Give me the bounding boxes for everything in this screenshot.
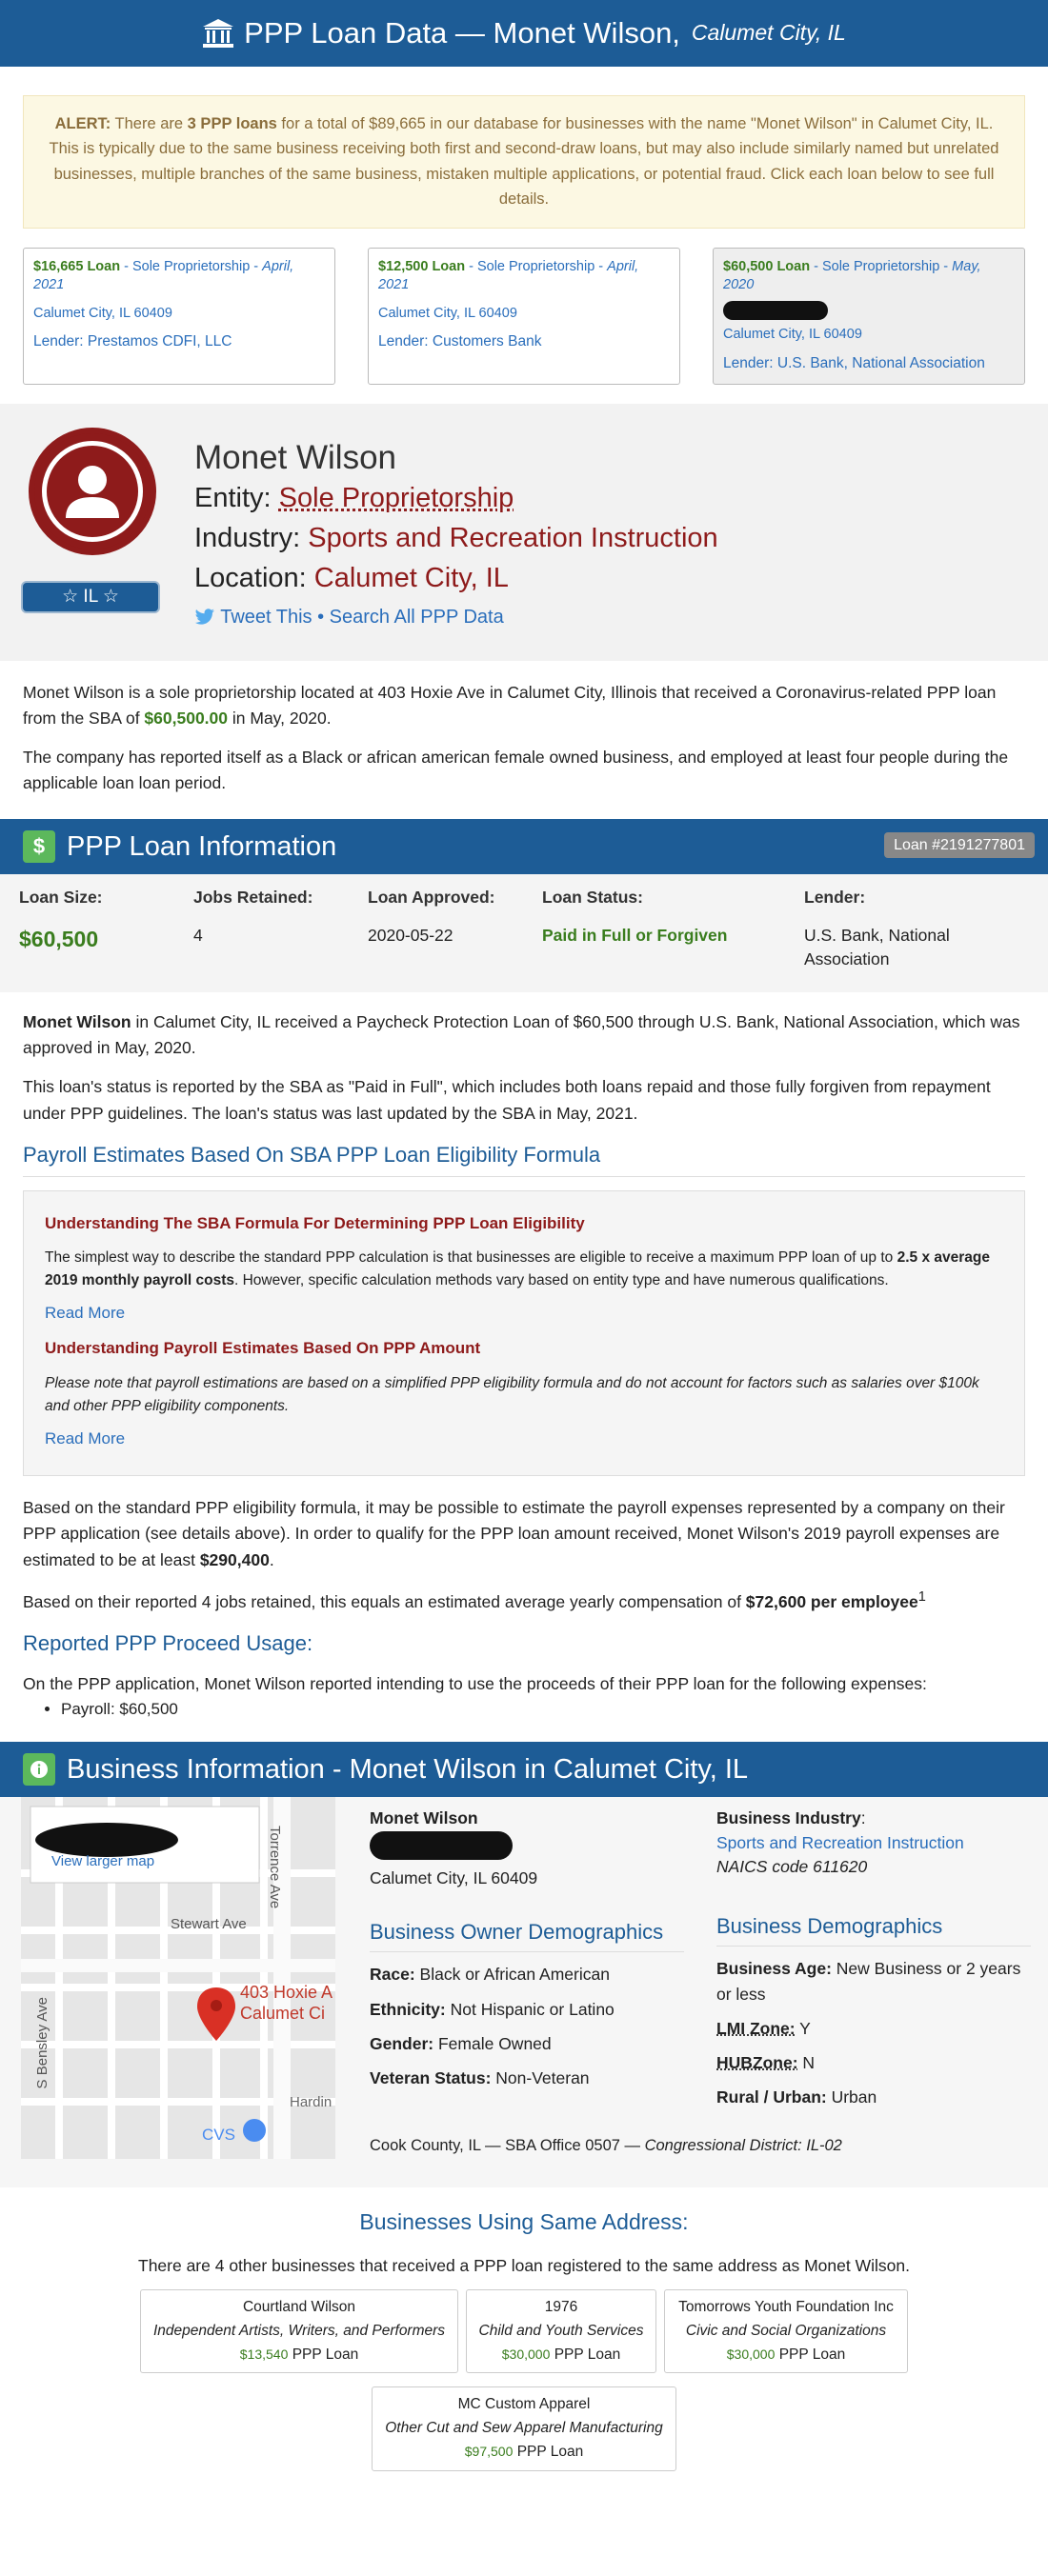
related-business-card[interactable] — [372, 2386, 676, 2470]
dollar-icon: $ — [23, 830, 55, 863]
map-street-label: Torrence Ave — [266, 1826, 283, 1909]
related-business-card[interactable] — [466, 2289, 656, 2373]
related-loan — [476, 2344, 646, 2367]
col-value: 2020-05-22 — [368, 925, 453, 945]
business-info-header — [0, 1742, 1048, 1797]
estimate-italic: Please note that payroll estimations are based on a simplified PPP eligibility formula and do not account for factors such as salaries over $100k and other PPP eligibility components. — [45, 1374, 979, 1414]
related-amount: $30,000 — [501, 2346, 551, 2362]
lmi-row — [716, 2016, 1031, 2041]
twitter-icon — [194, 609, 215, 626]
formula-text-c: . However, specific calculation methods vary based on entity type and have numerous qualifications. — [234, 1272, 889, 1289]
usage-heading: Reported PPP Proceed Usage: — [23, 1630, 313, 1655]
kv-value: Black or African American — [419, 1965, 610, 1985]
search-all-link[interactable]: Search All PPP Data — [329, 606, 504, 628]
business-profile — [0, 404, 1048, 661]
related-loan-word: PPP Loan — [516, 2443, 584, 2460]
loan-business-name: Monet Wilson — [23, 1012, 131, 1032]
col-label: Lender: — [804, 888, 866, 908]
map-poi-label: CVS — [202, 2126, 235, 2145]
page-title: PPP Loan Data — Monet Wilson, — [244, 15, 680, 50]
estimate-heading: Understanding Payroll Estimates Based On PPP Amount — [45, 1338, 481, 1357]
loan-card-location: Calumet City, IL 60409 — [723, 327, 862, 343]
usage-text: On the PPP application, Monet Wilson reported intending to use the proceeds of their PPP loan for the following expenses: — [23, 1674, 927, 1694]
loan-card-date: May, 2020 — [723, 258, 981, 293]
payroll-text — [0, 1495, 1048, 1614]
loan-card[interactable] — [368, 248, 680, 385]
loan-card-lender: Lender: Prestamos CDFI, LLC — [33, 333, 232, 350]
kv-label: Veteran Status: — [370, 2068, 492, 2087]
page-title-place: Calumet City, IL — [691, 20, 846, 46]
kv-value: Non-Veteran — [495, 2068, 590, 2087]
industry-label: Industry: — [194, 522, 309, 553]
kv-value: Not Hispanic or Latino — [450, 1999, 615, 2019]
share-links — [194, 604, 718, 631]
payroll-heading: Payroll Estimates Based On SBA PPP Loan Eligibility Formula — [23, 1140, 1025, 1177]
naics-code: NAICS code 611620 — [716, 1856, 868, 1876]
same-address-text: There are 4 other businesses that received a PPP loan registered to the same address as Monet Wilson. — [138, 2255, 910, 2275]
loan-paragraph: This loan's status is reported by the SBA as "Paid in Full", which includes both loans repaid and those fully forgiven from repayment under PPP guidelines. The loan's status was last updated by the SBA in May, 2021. — [23, 1077, 991, 1123]
section-title: Business Information - Monet Wilson in Calumet City, IL — [67, 1754, 749, 1786]
related-amount: $97,500 — [464, 2443, 514, 2459]
read-more-link[interactable]: Read More — [45, 1428, 126, 1448]
related-loan — [675, 2344, 897, 2367]
related-industry: Independent Artists, Writers, and Performers — [152, 2322, 446, 2339]
location-map[interactable] — [21, 1797, 335, 2159]
alert-label: ALERT: — [54, 115, 111, 132]
loan-card-lender: Lender: Customers Bank — [378, 333, 542, 350]
loan-card-type: - Sole Proprietorship - — [810, 258, 953, 274]
desc-amount: $60,500.00 — [144, 708, 229, 728]
gender-row — [370, 2031, 684, 2056]
county-text: Cook County, IL — SBA Office 0507 — — [370, 2137, 645, 2155]
kv-value: Y — [799, 2018, 811, 2038]
kv-label[interactable]: HUBZone: — [716, 2053, 798, 2072]
related-industry: Other Cut and Sew Apparel Manufacturing — [385, 2420, 663, 2437]
business-demographics-heading: Business Demographics — [716, 1911, 1031, 1947]
related-business-card[interactable] — [664, 2289, 908, 2373]
entity-label: Entity: — [194, 482, 279, 513]
kv-label: Ethnicity: — [370, 1999, 446, 2019]
loan-card-location: Calumet City, IL 60409 — [378, 305, 517, 321]
loan-size — [19, 886, 193, 975]
industry-row — [194, 518, 718, 558]
col-label: Loan Size: — [19, 888, 103, 908]
lender — [804, 886, 995, 975]
veteran-row — [370, 2066, 684, 2090]
tweet-link[interactable]: Tweet This — [220, 606, 312, 628]
loan-paragraph — [23, 1009, 1025, 1061]
related-loan-word: PPP Loan — [554, 2346, 621, 2363]
read-more-link[interactable]: Read More — [45, 1304, 126, 1323]
loan-card-amount: $16,665 Loan — [33, 258, 121, 274]
usage-list — [0, 1698, 1048, 1722]
race-row — [370, 1962, 684, 1987]
alert-text-rest: for a total of $89,665 in our database for businesses with the name "Monet Wilson" in Calumet City, IL. This is typically due to the same business receiving both first and second-draw loans, but may also include similarly named but unrelated businesses, multiple branches of the same business, mistaken multiple applications, or potential fraud. Click each loan below to see full details. — [49, 115, 999, 209]
same-address-heading: Businesses Using Same Address: — [359, 2209, 689, 2235]
map-street-label: S Bensley Ave — [34, 1997, 50, 2089]
kv-value: Female Owned — [437, 2033, 552, 2053]
same-address-cards-row2 — [0, 2386, 1048, 2470]
loan-card-lender: Lender: U.S. Bank, National Association — [723, 354, 985, 371]
alert-text: There are — [111, 115, 188, 132]
page-header — [0, 0, 1048, 67]
redacted-address — [723, 301, 828, 320]
state-badge[interactable]: ☆ IL ☆ — [21, 581, 160, 613]
location-row — [194, 558, 718, 598]
description-paragraph: The company has reported itself as a Black or african american female owned business, and employed at least four people during the applicable loan loan period. — [23, 747, 1009, 793]
view-larger-map-link[interactable]: View larger map — [51, 1853, 155, 1870]
formula-text-a: The simplest way to describe the standard PPP calculation is that businesses are eligible to receive a maximum PPP loan of up to — [45, 1249, 897, 1267]
formula-well — [23, 1190, 1025, 1477]
district-text: Congressional District: IL-02 — [644, 2137, 842, 2155]
map-street-label: Hardin — [290, 2094, 333, 2111]
related-loan — [382, 2441, 666, 2465]
age-row — [716, 1956, 1031, 2007]
formula-text-bold: 2.5 x average 2019 monthly payroll costs — [45, 1249, 990, 1289]
col-value: $60,500 — [19, 926, 99, 951]
related-industry: Civic and Social Organizations — [685, 2322, 887, 2339]
kv-label: Business Age: — [716, 1959, 832, 1979]
related-amount: $13,540 — [239, 2346, 289, 2362]
biz-city: Calumet City, IL 60409 — [370, 1867, 538, 1887]
payroll-paragraph — [23, 1495, 1025, 1572]
loan-card-type: - Sole Proprietorship - — [120, 258, 263, 274]
footnote-marker[interactable]: 1 — [917, 1588, 926, 1605]
formula-text — [45, 1247, 1003, 1292]
related-amount: $30,000 — [726, 2346, 776, 2362]
kv-label[interactable]: LMI Zone: — [716, 2018, 796, 2038]
col-value: 4 — [193, 925, 203, 945]
col-label: Loan Status: — [542, 888, 643, 908]
map-address-label — [240, 1983, 333, 2024]
redacted-address — [370, 1831, 513, 1860]
duplicate-loans-alert — [23, 95, 1025, 229]
location-label: Location: — [194, 562, 314, 593]
loan-card-date: April, 2021 — [378, 258, 639, 293]
desc-text-end: in May, 2020. — [228, 708, 332, 728]
bank-icon — [202, 18, 234, 49]
estimate-text — [45, 1372, 1003, 1418]
col-label: Jobs Retained: — [193, 888, 313, 908]
loan-info-header — [0, 819, 1048, 874]
loan-card-amount: $12,500 Loan — [378, 258, 466, 274]
owner-demographics-heading: Business Owner Demographics — [370, 1917, 684, 1952]
loan-status — [542, 886, 804, 975]
district-line — [370, 2135, 842, 2158]
description-paragraph — [23, 680, 1025, 731]
biz-name: Monet Wilson — [370, 1808, 478, 1828]
entity-row — [194, 478, 718, 518]
avatar — [29, 428, 156, 555]
info-icon — [23, 1753, 55, 1786]
loan-card-amount: $60,500 Loan — [723, 258, 811, 274]
kv-label: Business Industry — [716, 1808, 861, 1828]
related-industry: Child and Youth Services — [478, 2322, 644, 2339]
map-address-line: 403 Hoxie A — [240, 1983, 333, 2003]
formula-heading: Understanding The SBA Formula For Determining PPP Loan Eligibility — [45, 1213, 585, 1232]
kv-label: Race: — [370, 1965, 415, 1985]
related-business-card[interactable] — [140, 2289, 458, 2373]
user-icon — [47, 446, 138, 537]
list-item: • Payroll: $60,500 — [61, 1698, 1025, 1722]
col-value: U.S. Bank, National Association — [804, 925, 950, 968]
related-loan-word: PPP Loan — [292, 2346, 359, 2363]
kv-value: Urban — [831, 2087, 877, 2107]
kv-label: Gender: — [370, 2033, 434, 2053]
map-address-line: Calumet Ci — [240, 2003, 326, 2023]
related-name: Tomorrows Youth Foundation Inc — [678, 2298, 894, 2315]
compensation-paragraph — [23, 1587, 1025, 1615]
related-name: MC Custom Apparel — [457, 2396, 591, 2413]
business-demographics-col — [716, 1807, 1031, 2119]
loan-details-text — [0, 992, 1048, 1127]
alert-count: 3 PPP loans — [187, 115, 277, 132]
industry-block: Business Industry: — [716, 1808, 866, 1828]
payroll-text-c: . — [269, 1549, 274, 1569]
kv-value: New Business or 2 years or less — [716, 1959, 1021, 2004]
loan-card-active[interactable] — [713, 248, 1025, 385]
business-address-col — [370, 1807, 684, 2100]
desc-text: Monet Wilson is a sole proprietorship located at 403 Hoxie Ave in Calumet City, Illinois that received a Coronavirus-related PPP loan from the SBA of — [23, 682, 997, 728]
link-separator: • — [312, 606, 330, 628]
business-description — [0, 661, 1048, 797]
loan-card[interactable] — [23, 248, 335, 385]
industry-link[interactable]: Sports and Recreation Instruction — [716, 1832, 964, 1852]
rural-row — [716, 2085, 1031, 2109]
col-label: Loan Approved: — [368, 888, 495, 908]
related-name: 1976 — [544, 2298, 578, 2315]
loan-card-location: Calumet City, IL 60409 — [33, 305, 172, 321]
payroll-text-a: Based on the standard PPP eligibility formula, it may be possible to estimate the payroll expenses represented by a company on their PPP application (see details above). In order to qualify for the PPP loan amount received, Monet Wilson's 2019 payroll expenses are estimated to be at least — [23, 1498, 1005, 1569]
comp-amount: $72,600 per employee — [745, 1591, 918, 1611]
jobs-retained — [193, 886, 368, 975]
payroll-amount: $290,400 — [199, 1549, 270, 1569]
loan-approved — [368, 886, 542, 975]
loan-card-type: - Sole Proprietorship - — [465, 258, 608, 274]
business-info — [0, 1797, 1048, 2187]
comp-text: Based on their reported 4 jobs retained, this equals an estimated average yearly compensation of — [23, 1591, 746, 1611]
related-name: Courtland Wilson — [242, 2298, 356, 2315]
col-value: Paid in Full or Forgiven — [542, 925, 728, 945]
related-loan-word: PPP Loan — [778, 2346, 846, 2363]
business-name: Monet Wilson — [194, 438, 397, 476]
entity-value[interactable]: Sole Proprietorship — [278, 482, 514, 513]
kv-label: Rural / Urban: — [716, 2087, 827, 2107]
kv-value: N — [802, 2053, 816, 2072]
loan-summary-grid — [0, 874, 1048, 992]
map-street-label: Stewart Ave — [171, 1916, 247, 1933]
section-title: PPP Loan Information — [67, 831, 337, 863]
hubzone-row — [716, 2050, 1031, 2075]
ethnicity-row — [370, 1997, 684, 2022]
loan-text: in Calumet City, IL received a Paycheck Protection Loan of $60,500 through U.S. Bank, National Association, which was approved in May, 2020. — [23, 1012, 1020, 1058]
same-address-cards — [0, 2289, 1048, 2373]
loan-card-date: April, 2021 — [33, 258, 294, 293]
loan-number-badge: Loan #2191277801 — [884, 832, 1035, 858]
industry-value[interactable]: Sports and Recreation Instruction — [308, 522, 718, 553]
loan-cards — [23, 248, 1025, 385]
location-value[interactable]: Calumet City, IL — [313, 562, 509, 593]
related-loan — [151, 2344, 448, 2367]
